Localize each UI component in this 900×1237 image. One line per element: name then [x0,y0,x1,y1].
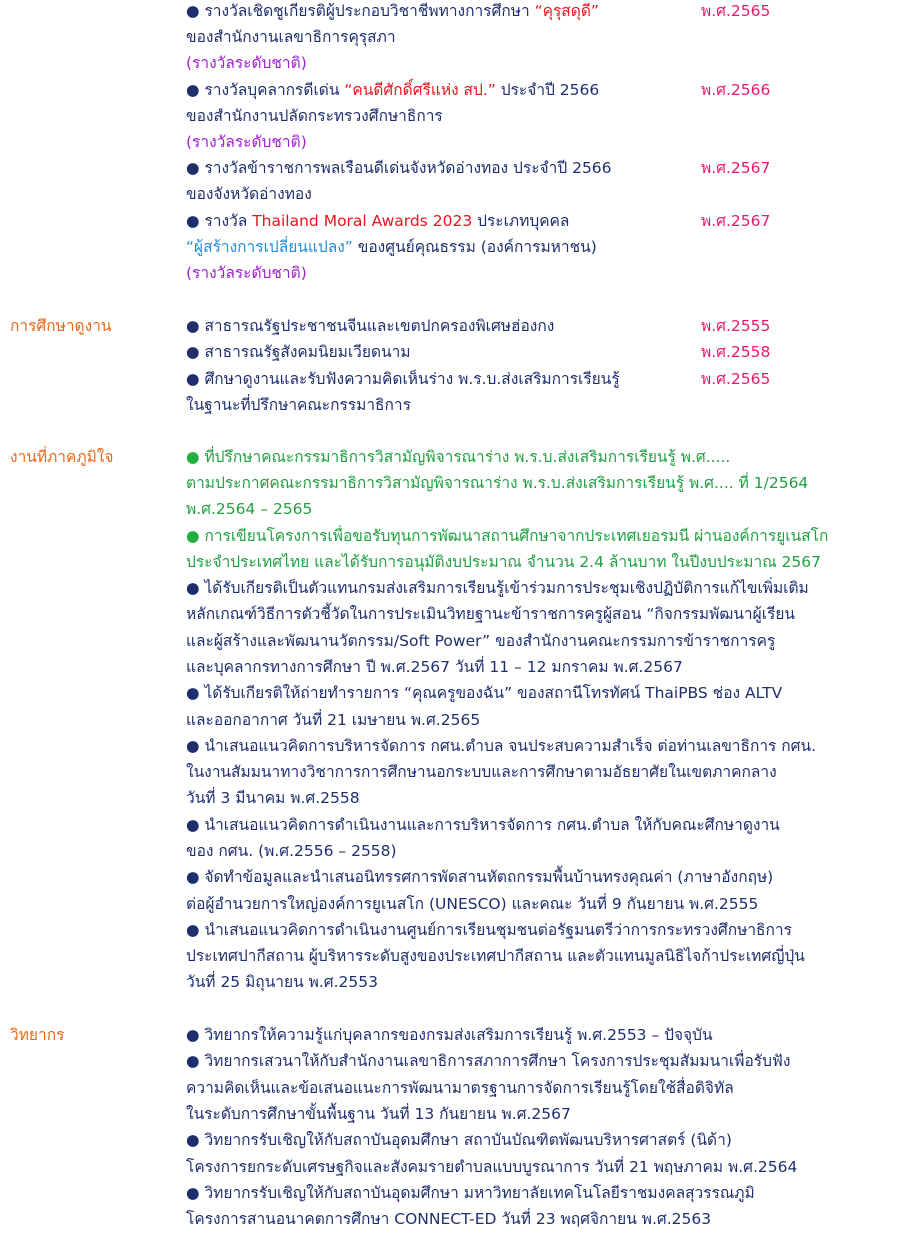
bullet-icon: ● [186,921,200,939]
study-visit-item: ● สาธารณรัฐสังคมนิยมเวียดนาม [186,343,411,361]
pride-line: ● ได้รับเกียรติให้ถ่ายทำรายการ “คุณครูของฉัน” ของสถานีโทรทัศน์ ThaiPBS ช่อง ALTV [186,684,783,702]
pride-line: ● การเขียนโครงการเพื่อขอรับทุนการพัฒนาสถานศึกษาจากประเทศเยอรมนี ผ่านองค์การยูเนสโก [186,527,829,545]
award-4-level: (รางวัลระดับชาติ) [186,264,307,282]
bullet-icon: ● [186,81,200,99]
pride-line: ตามประกาศคณะกรรมาธิการวิสามัญพิจารณาร่าง พ.ร.บ.ส่งเสริมการเรียนรู้ พ.ศ.... ที่ 1/2564 [186,474,809,492]
pride-line: ● นำเสนอแนวคิดการบริหารจัดการ กศน.ตำบล จนประสบความสำเร็จ ต่อท่านเลขาธิการ กศน. [186,737,817,755]
award-2-level: (รางวัลระดับชาติ) [186,133,307,151]
bullet-icon: ● [186,159,200,177]
award-2-line2: ของสำนักงานปลัดกระทรวงศึกษาธิการ [186,107,443,125]
pride-line: ● นำเสนอแนวคิดการดำเนินงานศูนย์การเรียนชุมชนต่อรัฐมนตรีว่าการกระทรวงศึกษาธิการ [186,921,792,939]
study-visit-year: พ.ศ.2558 [701,343,771,361]
section-title-study-visits: การศึกษาดูงาน [10,317,112,335]
pride-line: หลักเกณฑ์วิธีการตัวชี้วัดในการประเมินวิทยฐานะข้าราชการครูผู้สอน “กิจกรรมพัฒนาผู้เรียน [186,605,796,623]
pride-line: ของ กศน. (พ.ศ.2556 – 2558) [186,842,397,860]
pride-line: วันที่ 3 มีนาคม พ.ศ.2558 [186,789,360,807]
speaker-line: โครงการสานอนาคตการศึกษา CONNECT-ED วันที่ 23 พฤศจิกายน พ.ศ.2563 [186,1210,712,1228]
speaker-line: ● วิทยากรรับเชิญให้กับสถาบันอุดมศึกษา มหาวิทยาลัยเทคโนโลยีราชมงคลสุวรรณภูมิ [186,1184,755,1202]
pride-line: ● ที่ปรึกษาคณะกรรมาธิการวิสามัญพิจารณาร่าง พ.ร.บ.ส่งเสริมการเรียนรู้ พ.ศ..... [186,448,731,466]
study-visit-item-line2: ในฐานะที่ปรึกษาคณะกรรมาธิการ [186,396,411,414]
bullet-icon: ● [186,737,200,755]
pride-line: พ.ศ.2564 – 2565 [186,500,313,518]
bullet-icon: ● [186,317,200,335]
study-visit-year: พ.ศ.2565 [701,370,771,388]
study-visit-item: ● ศึกษาดูงานและรับฟังความคิดเห็นร่าง พ.ร.บ.ส่งเสริมการเรียนรู้ [186,370,620,388]
bullet-icon: ● [186,1052,200,1070]
bullet-icon: ● [186,868,200,886]
pride-line: และบุคลากรทางการศึกษา ปี พ.ศ.2567 วันที่ 11 – 12 มกราคม พ.ศ.2567 [186,658,683,676]
award-2-year: พ.ศ.2566 [701,81,771,99]
section-title-pride: งานที่ภาคภูมิใจ [10,448,114,466]
pride-line: ในงานสัมมนาทางวิชาการการศึกษานอกระบบและการศึกษาตามอัธยาศัยในเขตภาคกลาง [186,763,777,781]
speaker-line: โครงการยกระดับเศรษฐกิจและสังคมรายตำบลแบบบูรณาการ วันที่ 21 พฤษภาคม พ.ศ.2564 [186,1158,798,1176]
pride-line: ประเทศปากีสถาน ผู้บริหารระดับสูงของประเทศปากีสถาน และตัวแทนมูลนิธิไจก้าประเทศญี่ปุ่น [186,947,805,965]
award-1-line2: ของสำนักงานเลขาธิการคุรุสภา [186,28,396,46]
bullet-icon: ● [186,370,200,388]
bullet-icon: ● [186,579,200,597]
pride-line: ประจำประเทศไทย และได้รับการอนุมัติงบประมาณ จำนวน 2.4 ล้านบาท ในปีงบประมาณ 2567 [186,553,821,571]
pride-line: ● ได้รับเกียรติเป็นตัวแทนกรมส่งเสริมการเรียนรู้เข้าร่วมการประชุมเชิงปฏิบัติการแก้ไขเพิ่มเติม [186,579,809,597]
study-visit-item: ● สาธารณรัฐประชาชนจีนและเขตปกครองพิเศษฮ่องกง [186,317,555,335]
pride-line: วันที่ 25 มิถุนายน พ.ศ.2553 [186,973,378,991]
section-title-speaker: วิทยากร [10,1026,65,1044]
award-1-year: พ.ศ.2565 [701,2,771,20]
study-visit-year: พ.ศ.2555 [701,317,771,335]
bullet-icon: ● [186,1184,200,1202]
bullet-icon: ● [186,343,200,361]
award-3-line2: ของจังหวัดอ่างทอง [186,185,312,203]
bullet-icon: ● [186,448,200,466]
award-1-level: (รางวัลระดับชาติ) [186,54,307,72]
bullet-icon: ● [186,527,200,545]
bullet-icon: ● [186,684,200,702]
bullet-icon: ● [186,816,200,834]
pride-line: และผู้สร้างและพัฒนานวัตกรรม/Soft Power” ของสำนักงานคณะกรรมการข้าราชการครู [186,632,776,650]
award-3-year: พ.ศ.2567 [701,159,771,177]
bullet-icon: ● [186,2,200,20]
speaker-line: ● วิทยากรเสวนาให้กับสำนักงานเลขาธิการสภาการศึกษา โครงการประชุมสัมมนาเพื่อรับฟัง [186,1052,791,1070]
pride-line: ● นำเสนอแนวคิดการดำเนินงานและการบริหารจัดการ กศน.ตำบล ให้กับคณะศึกษาดูงาน [186,816,780,834]
pride-line: และออกอากาศ วันที่ 21 เมษายน พ.ศ.2565 [186,711,481,729]
bullet-icon: ● [186,1026,200,1044]
speaker-line: ในระดับการศึกษาขั้นพื้นฐาน วันที่ 13 กันยายน พ.ศ.2567 [186,1105,571,1123]
award-4-line2: “ผู้สร้างการเปลี่ยนแปลง” ของศูนย์คุณธรรม (องค์การมหาชน) [186,238,597,256]
speaker-line: ● วิทยากรรับเชิญให้กับสถาบันอุดมศึกษา สถาบันบัณฑิตพัฒนบริหารศาสตร์ (นิด้า) [186,1131,732,1149]
bullet-icon: ● [186,1131,200,1149]
pride-line: ● จัดทำข้อมูลและนำเสนอนิทรรศการพัดสานหัตถกรรมพื้นบ้านทรงคุณค่า (ภาษาอังกฤษ) [186,868,774,886]
bullet-icon: ● [186,212,200,230]
pride-line: ต่อผู้อำนวยการใหญ่องค์การยูเนสโก (UNESCO) และคณะ วันที่ 9 กันยายน พ.ศ.2555 [186,895,759,913]
award-3-line1: ● รางวัลข้าราชการพลเรือนดีเด่นจังหวัดอ่างทอง ประจำปี 2566 [186,159,612,177]
award-4-year: พ.ศ.2567 [701,212,771,230]
speaker-line: ● วิทยากรให้ความรู้แก่บุคลากรของกรมส่งเสริมการเรียนรู้ พ.ศ.2553 – ปัจจุบัน [186,1026,713,1044]
speaker-line: ความคิดเห็นและข้อเสนอแนะการพัฒนามาตรฐานการจัดการเรียนรู้โดยใช้สื่อดิจิทัล [186,1079,734,1097]
award-2-line1: ● รางวัลบุคลากรดีเด่น “คนดีศักดิ์ศรีแห่ง สป.” ประจำปี 2566 [186,81,600,99]
award-4-line1: ● รางวัล Thailand Moral Awards 2023 ประเภทบุคคล [186,212,570,230]
award-1-line1: ● รางวัลเชิดชูเกียรติผู้ประกอบวิชาชีพทางการศึกษา “คุรุสดุดี” [186,2,599,20]
